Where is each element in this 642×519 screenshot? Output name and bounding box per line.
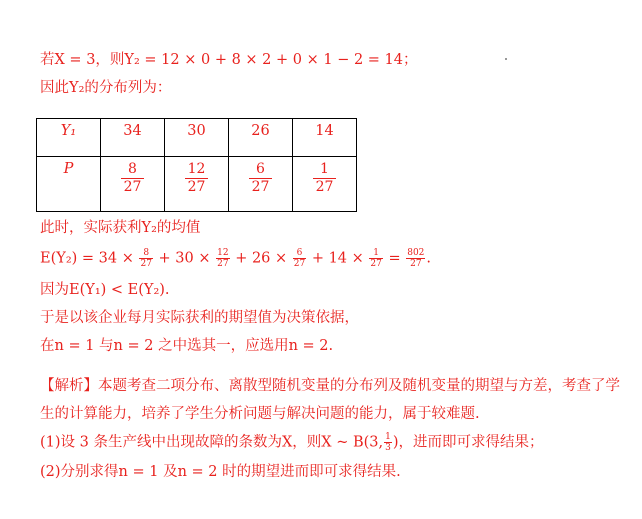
- fraction: $\frac{6}{27}$: [249, 161, 273, 196]
- fraction: $\frac{1}{27}$: [313, 161, 337, 196]
- table-cell: [293, 157, 357, 212]
- table-cell: [229, 157, 293, 212]
- analysis-line-1: 【解析】本题考查二项分布、离散型随机变量的分布列及随机变量的期望与方差，考查了学: [40, 378, 620, 394]
- table-cell: 26: [229, 119, 293, 157]
- table-row: [37, 119, 357, 157]
- fraction: $\frac{1}{3}$: [385, 432, 391, 453]
- text-line-7: 在n = 1 与n = 2 之中选其一，应选用n = 2.: [40, 338, 334, 354]
- fraction: $\frac{1}{27}$: [370, 248, 382, 269]
- fraction: $\frac{8}{27}$: [140, 248, 152, 269]
- analysis-line-4: (2)分别求得n = 1 及n = 2 时的期望进而即可求得结果.: [40, 464, 401, 480]
- fraction: $\frac{12}{27}$: [217, 248, 229, 269]
- table-cell: 34: [101, 119, 165, 157]
- table-cell: P: [37, 157, 101, 212]
- distribution-table: [36, 118, 357, 212]
- table-cell: [101, 157, 165, 212]
- table-cell: [165, 157, 229, 212]
- stray-dot: [505, 58, 507, 60]
- analysis-line-3: (1)设 3 条生产线中出现故障的条数为X，则X ~ B(3, $\frac{1}{3}$ )，进而即可求得结果；: [40, 432, 544, 453]
- text-line-5: 因为E(Y₁) < E(Y₂).: [40, 282, 170, 298]
- expectation-formula: E(Y₂) = 34 × $\frac{8}{27}$ + 30 × $\frac{12}{27}$ + 26 × $\frac{6}{27}$ + 14 × $\frac{1}{27}$ = $\frac{802}{27}$ .: [40, 248, 432, 269]
- fraction: $\frac{6}{27}$: [293, 248, 306, 269]
- text-line-3: 此时，实际获利Y₂的均值: [40, 220, 201, 236]
- analysis-line-2: 生的计算能力，培养了学生分析问题与解决问题的能力，属于较难题.: [40, 406, 480, 422]
- fraction: $\frac{802}{27}$: [407, 248, 425, 269]
- fraction: $\frac{12}{27}$: [185, 161, 209, 196]
- table-cell: Y₁: [37, 119, 101, 157]
- table-row: [37, 157, 357, 212]
- fraction: $\frac{8}{27}$: [121, 161, 145, 196]
- table-cell: 14: [293, 119, 357, 157]
- text-line-6: 于是以该企业每月实际获利的期望值为决策依据，: [40, 310, 359, 326]
- text-line-1: 若X = 3，则Y₂ = 12 × 0 + 8 × 2 + 0 × 1 − 2 = 14；: [40, 52, 418, 68]
- table-cell: 30: [165, 119, 229, 157]
- text-line-2: 因此Y₂的分布列为：: [40, 80, 172, 96]
